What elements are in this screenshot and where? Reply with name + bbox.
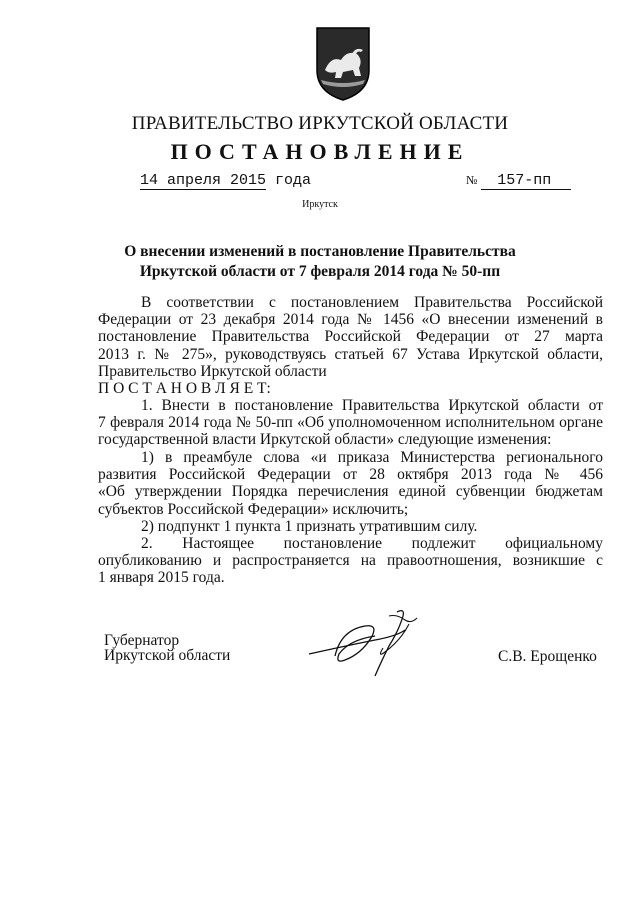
number-value: 157-пп <box>481 172 571 190</box>
signatory-title <box>104 633 230 663</box>
text-line: «Об утверждении Порядка перечисления единой субвенции бюджетам <box>98 483 603 501</box>
signatory-name: С.В. Ерощенко <box>498 648 597 665</box>
text-line: 2. Настоящее постановление подлежит официальному <box>141 535 603 552</box>
item-2-paragraph <box>98 535 603 587</box>
text-line: 7 февраля 2014 года № 50-пп «Об уполномоченном исполнительном органе <box>98 414 603 432</box>
title-line: О внесении изменений в постановление Правительства <box>124 243 516 260</box>
handwritten-signature <box>305 606 435 680</box>
organization-name: ПРАВИТЕЛЬСТВО ИРКУТСКОЙ ОБЛАСТИ <box>131 113 509 134</box>
text-line: 2) подпункт 1 пункта 1 признать утратившим силу. <box>141 518 478 535</box>
document-number <box>466 172 571 190</box>
preamble-paragraph <box>98 294 603 397</box>
resolves-line: П О С Т А Н О В Л Я Е Т: <box>98 380 271 398</box>
text-line: Правительство Иркутской области <box>98 362 327 380</box>
document-date <box>140 172 311 189</box>
signatory-title-line: Иркутской области <box>104 647 231 664</box>
text-line: государственной власти Иркутской области» следующие изменения: <box>98 431 552 449</box>
text-line: субъектов Российской Федерации» исключить; <box>98 500 409 518</box>
text-line: 2013 г. № 275», руководствуясь статьей 67 Устава Иркутской области, <box>98 345 603 363</box>
date-value: 14 апреля 2015 <box>140 172 267 189</box>
text-line: опубликованию и распространяется на правоотношения, возникшие с <box>98 552 603 570</box>
text-line: постановление Правительства Российской Федерации от 27 марта <box>98 328 603 346</box>
text-line: В соответствии с постановлением Правительства Российской <box>141 294 603 311</box>
subitem-1-paragraph <box>98 449 603 518</box>
text-line: 1. Внести в постановление Правительства Иркутской области от <box>141 397 603 414</box>
date-suffix: года <box>266 172 312 189</box>
document-title <box>80 242 560 282</box>
number-sign: № <box>466 173 478 187</box>
irkutsk-coat-of-arms-icon <box>303 26 383 102</box>
item-1-paragraph <box>98 397 603 449</box>
text-line: Федерации от 23 декабря 2014 года № 1456 «О внесении изменений в <box>98 311 603 329</box>
text-line: 1 января 2015 года. <box>98 569 225 587</box>
title-line: Иркутской области от 7 февраля 2014 года № 50-пп <box>139 263 501 280</box>
text-line: 1) в преамбуле слова «и приказа Министерства регионального <box>141 449 603 466</box>
text-line: развития Российской Федерации от 28 октября 2013 года № 456 <box>98 466 603 484</box>
signatory-title-line: Губернатор <box>104 632 180 649</box>
document-type: ПОСТАНОВЛЕНИЕ <box>170 139 470 164</box>
city-name: Иркутск <box>302 199 338 210</box>
subitem-2-paragraph <box>98 518 603 535</box>
